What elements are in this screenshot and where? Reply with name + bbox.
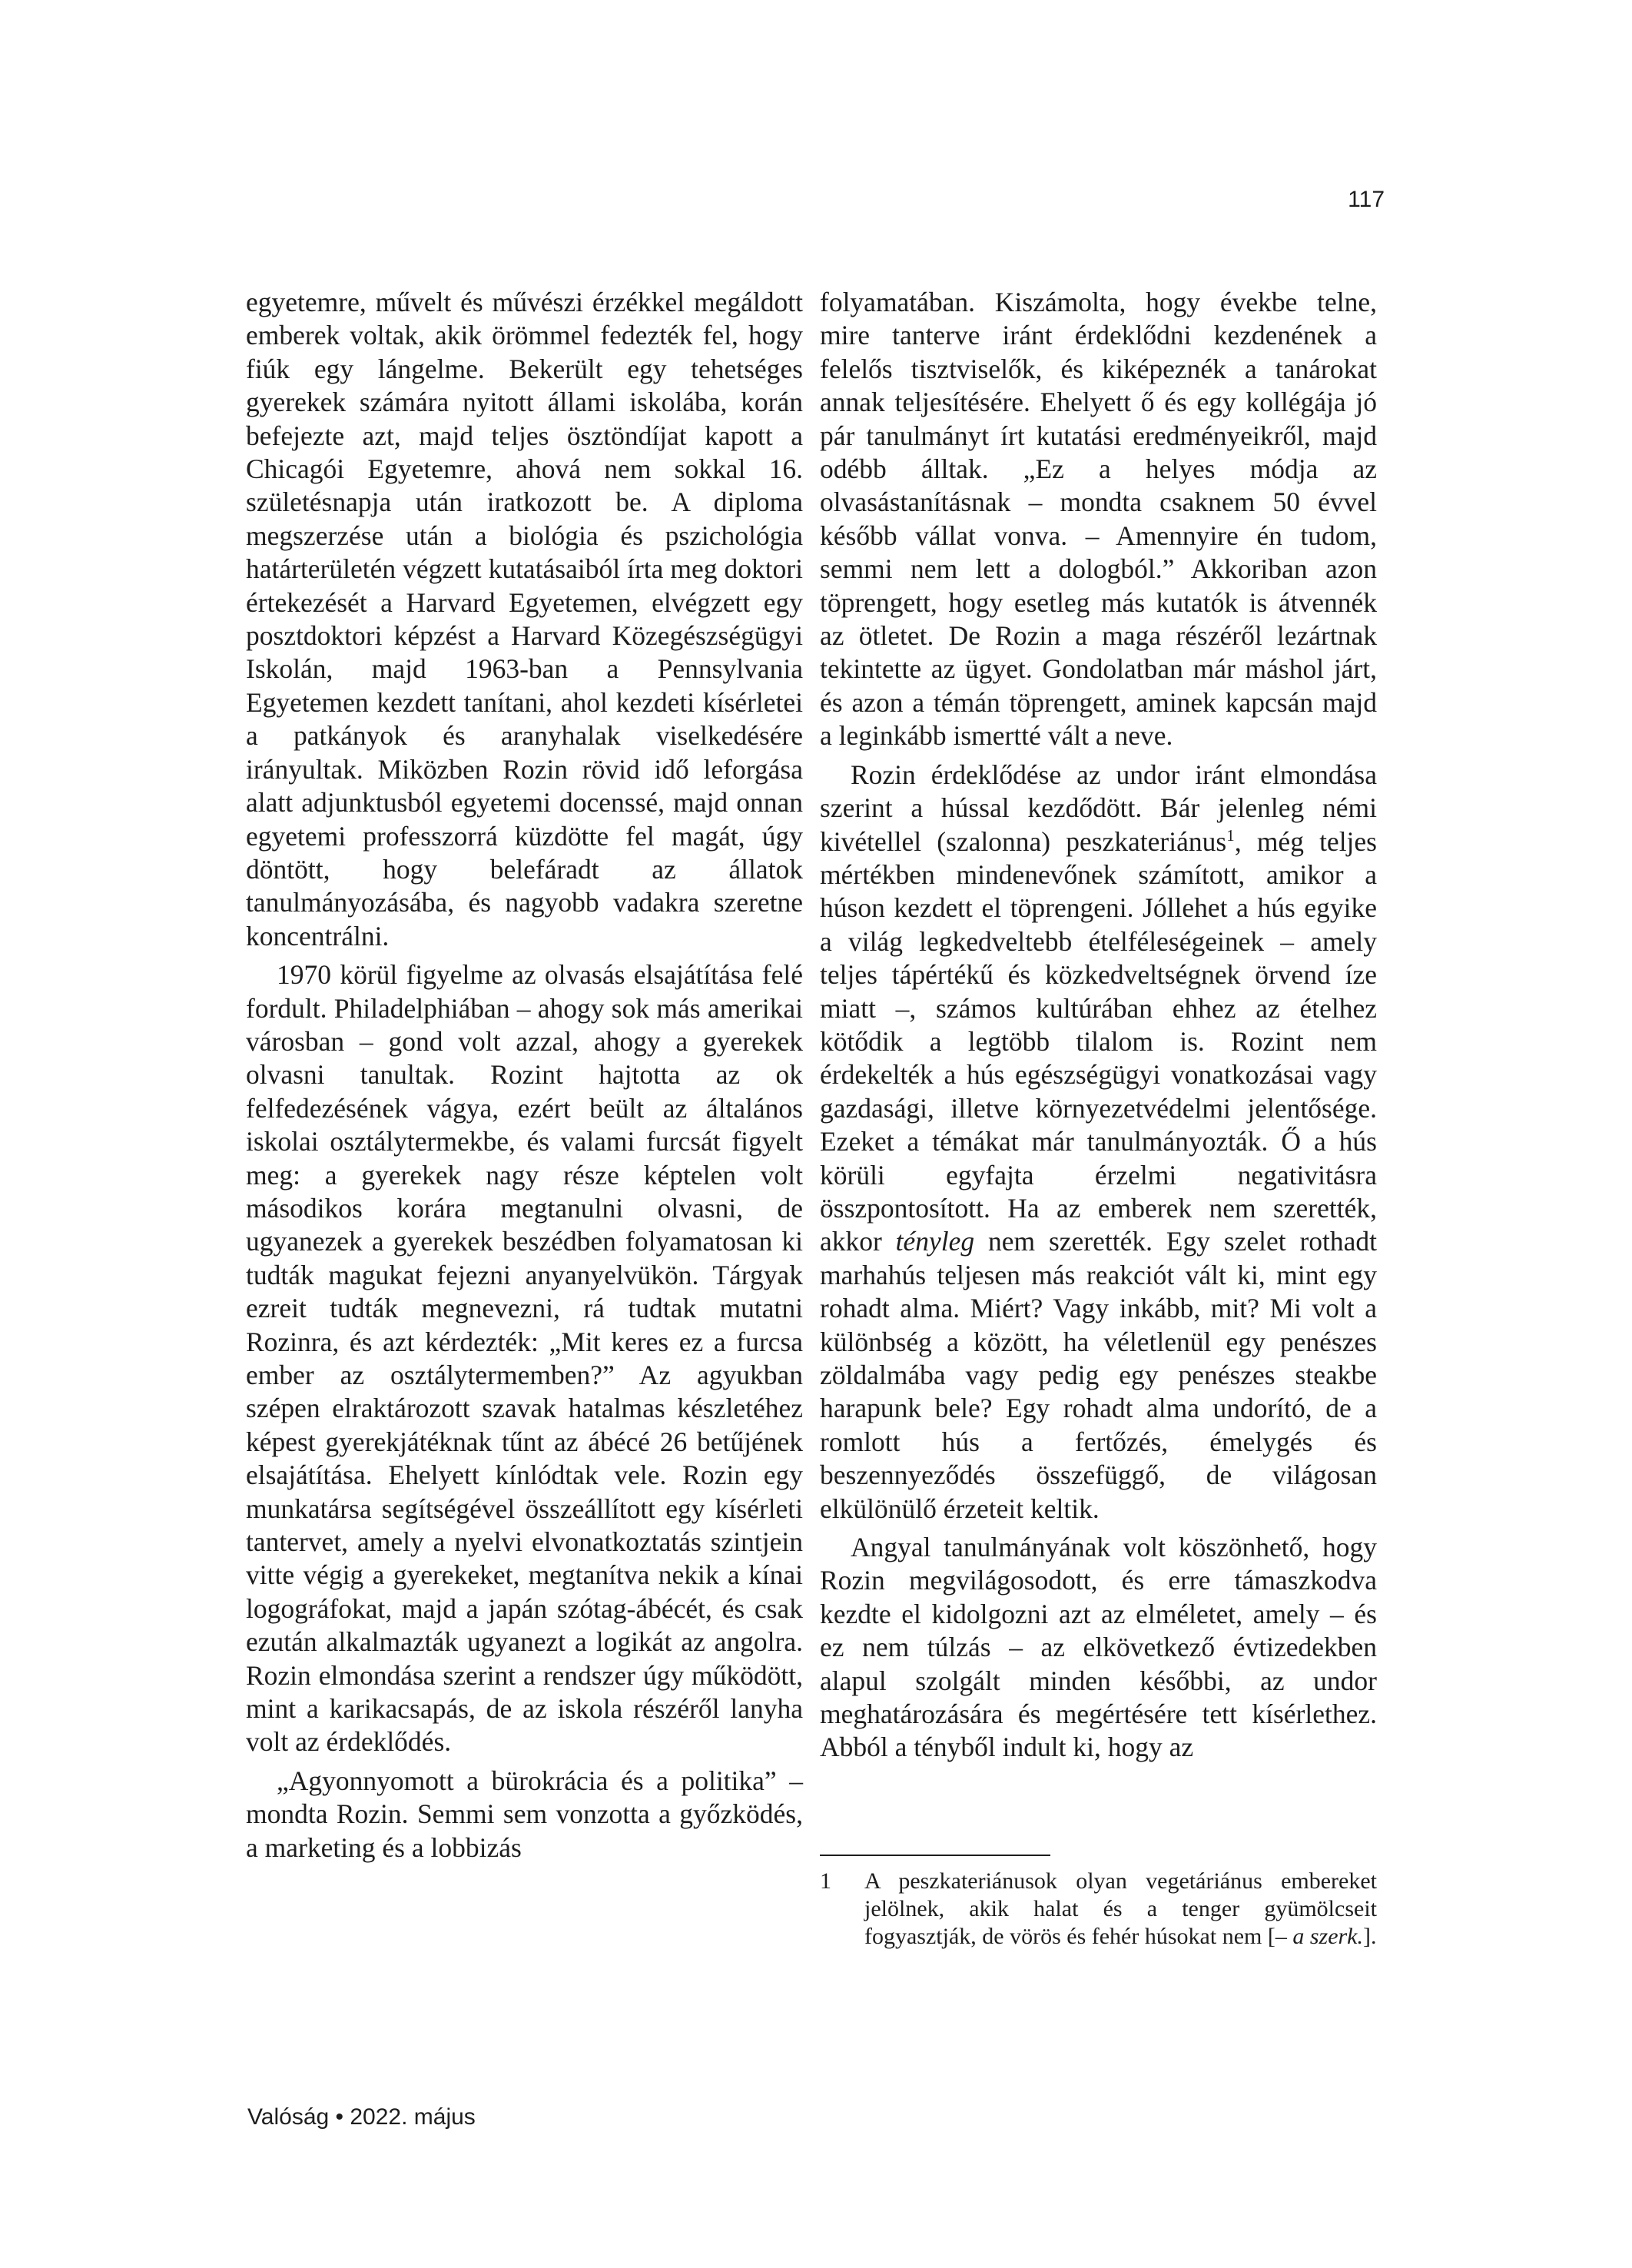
journal-footer: Valóság • 2022. május (247, 2104, 476, 2130)
footnote-number: 1 (820, 1868, 831, 1894)
footnote (820, 1868, 1377, 1951)
left-text-column (246, 286, 803, 1865)
body-paragraph: „Agyonnyomott a bürokrácia és a politika” – mondta Rozin. Semmi sem vonzotta a győzködés, a marketing és a lobbizás (246, 1765, 803, 1863)
footnote-closing: ]. (1363, 1924, 1377, 1949)
body-paragraph (820, 759, 1377, 1526)
paragraph-text: , még teljes mértékben mindenevőnek számított, amikor a húson kezdett el töprengeni. Jóllehet a hús egyike a világ legkedveltebb ételféleségeinek – amely teljes tápértékű és közkedveltségnek örvend íze miatt –, számos kultúrában ehhez az ételhez kötődik a legtöbb tilalom is. Rozint nem érdekelték a hús egészségügyi vonatkozásai vagy gazdasági, illetve környezetvédelmi jelentősége. Ezeket a témákat már tanulmányozták. Ő a hús körüli egyfajta érzelmi negativitásra összpontosított. Ha az emberek nem szerették, akkor (820, 825, 1377, 1257)
emphasized-word: tényleg (895, 1226, 975, 1257)
footnote-italic: a szerk. (1292, 1924, 1363, 1949)
footnote-body: A peszkateriánusok olyan vegetáriánus embereket jelölnek, akik halat és a tenger gyümölcseit fogyasztják, de vörös és fehér húsokat nem [– (864, 1868, 1377, 1949)
page-number: 117 (1348, 187, 1385, 212)
body-paragraph: egyetemre, művelt és művészi érzékkel megáldott emberek voltak, akik örömmel fedezték fel, hogy fiúk egy lángelme. Bekerült egy tehetséges gyerekek számára nyitott állami iskolába, korán befejezte azt, majd teljes ösztöndíjat kapott a Chicagói Egyetemre, ahová nem sokkal 16. születésnapja után iratkozott be. A diploma megszerzése után a biológia és pszichológia határterületén végzett kutatásaiból írta meg doktori értekezését a Harvard Egyetemen, elvégzett egy posztdoktori képzést a Harvard Közegészségügyi Iskolán, majd 1963-ban a Pennsylvania Egyetemen kezdett tanítani, ahol kezdeti kísérletei a patkányok és aranyhalak viselkedésére irányultak. Miközben Rozin rövid idő leforgása alatt adjunktusból egyetemi docenssé, majd onnan egyetemi professzorrá küzdötte fel magát, úgy döntött, hogy belefáradt az állatok tanulmányozásába, és nagyobb vadakra szeretne koncentrálni. (246, 287, 803, 951)
footnote-reference: 1 (1226, 825, 1235, 845)
body-paragraph: 1970 körül figyelme az olvasás elsajátítása felé fordult. Philadelphiában – ahogy sok más amerikai városban – gond volt azzal, ahogy a gyerekek olvasni tanultak. Rozint hajtotta az ok felfedezésének vágya, ezért beült az általános iskolai osztálytermekbe, és valami furcsát figyelt meg: a gyerekek nagy része képtelen volt másodikos korára megtanulni olvasni, de ugyanezek a gyerekek beszédben folyamatosan ki tudták magukat fejezni anyanyelvükön. Tárgyak ezreit tudták megnevezni, rá tudtak mutatni Rozinra, és azt kérdezték: „Mit keres ez a furcsa ember az osztálytermemben?” Az agyukban szépen elraktározott szavak hatalmas készletéhez képest gyerekjátéknak tűnt az ábécé 26 betűjének elsajátítása. Ehelyett kínlódtak vele. Rozin egy munkatársa segítségével összeállított egy kísérleti tantervet, amely a nyelvi elvonatkoztatás szintjein vitte végig a gyerekeket, megtanítva nekik a kínai logográfokat, majd a japán szótag-ábécét, és csak ezután alkalmazták ugyanezt a logikát az angolra. Rozin elmondása szerint a rendszer úgy működött, mint a karikacsapás, de az iskola részéről lanyha volt az érdeklődés. (246, 959, 803, 1758)
right-text-column (820, 286, 1377, 1765)
body-paragraph: folyamatában. Kiszámolta, hogy évekbe telne, mire tanterve iránt érdeklődni kezdenének a felelős tisztviselők, és kiképeznék a tanárokat annak teljesítésére. Ehelyett ő és egy kollégája jó pár tanulmányt írt kutatási eredményeikről, majd odébb álltak. „Ez a helyes módja az olvasástanításnak – mondta csaknem 50 évvel később vállat vonva. – Amennyire én tudom, semmi nem lett a dologból.” Akkoriban azon töprengett, hogy esetleg más kutatók is átvennék az ötletet. De Rozin a maga részéről lezártnak tekintette az ügyet. Gondolatban már máshol járt, és azon a témán töprengett, aminek kapcsán majd a leginkább ismertté vált a neve. (820, 287, 1377, 752)
paragraph-text: Rozin érdeklődése az undor iránt elmondása szerint a hússal kezdődött. Bár jelenleg némi kivétellel (szalonna) peszkateriánus (820, 759, 1377, 857)
paragraph-text: nem szerették. Egy szelet rothadt marhahús teljesen más reakciót vált ki, mint egy rohadt alma. Miért? Vagy inkább, mit? Mi volt a különbség a között, ha véletlenül egy penészes zöldalmába vagy pedig egy penészes steakbe harapunk bele? Egy rohadt alma undorító, de a romlott hús a fertőzés, émelygés és beszennyeződés összefüggő, de világosan elkülönülő érzeteit keltik. (820, 1226, 1377, 1524)
footnote-text (864, 1868, 1377, 1951)
footnote-divider (820, 1855, 1050, 1856)
body-paragraph: Angyal tanulmányának volt köszönhető, hogy Rozin megvilágosodott, és erre támaszkodva kezdte el kidolgozni azt az elméletet, amely – és ez nem túlzás – az elkövetkező évtizedekben alapul szolgált minden későbbi, az undor meghatározására és megértésére tett kísérlethez. Abból a tényből indult ki, hogy az (820, 1532, 1377, 1763)
